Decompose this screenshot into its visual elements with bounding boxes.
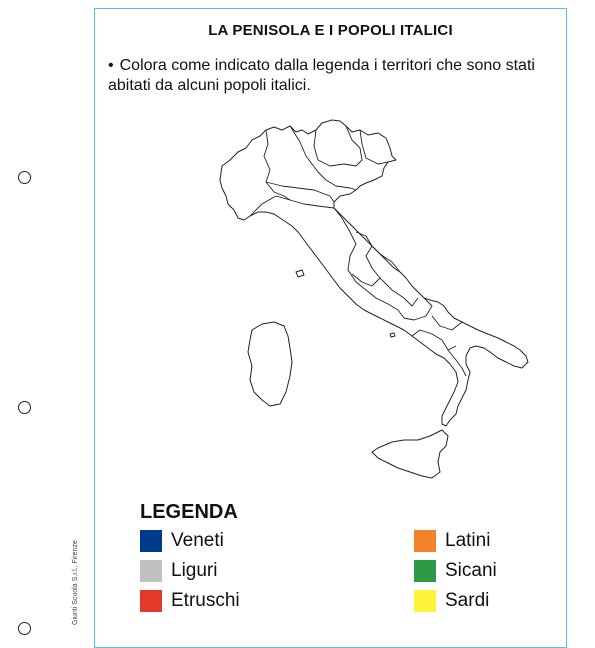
legend-label: Latini <box>445 530 491 551</box>
binder-hole <box>18 401 31 414</box>
legend-item-latini <box>414 529 490 553</box>
legend-swatch <box>140 530 162 552</box>
legend-item-sicani <box>414 559 497 583</box>
binder-hole <box>18 622 31 635</box>
legend-item-veneti <box>140 529 224 553</box>
sardinia-outline <box>248 322 292 406</box>
page-title: LA PENISOLA E I POPOLI ITALICI <box>208 22 453 39</box>
legend-swatch <box>140 560 162 582</box>
legend-label: Etruschi <box>171 590 240 611</box>
italy-map-icon <box>200 112 540 492</box>
instruction-text: Colora come indicato dalla legenda i territori che sono stati abitati da alcuni popoli italici. <box>108 57 535 94</box>
legend-swatch <box>414 590 436 612</box>
legend-item-liguri <box>140 559 217 583</box>
island-outline <box>390 333 395 337</box>
legend-title: LEGENDA <box>140 501 238 523</box>
copyright-credit: Giunti Scuola S.r.l., Firenze <box>72 540 79 625</box>
binder-hole <box>18 171 31 184</box>
instruction <box>108 56 548 96</box>
legend-swatch <box>414 560 436 582</box>
sicily-outline <box>372 430 448 478</box>
bullet: • <box>108 57 114 74</box>
legend-swatch <box>414 530 436 552</box>
legend-label: Veneti <box>171 530 224 551</box>
legend-swatch <box>140 590 162 612</box>
legend-label: Liguri <box>171 560 218 581</box>
legend-label: Sardi <box>445 590 490 611</box>
legend-item-sardi <box>414 589 489 613</box>
elba-outline <box>296 270 304 277</box>
legend-item-etruschi <box>140 589 240 613</box>
legend-label: Sicani <box>445 560 497 581</box>
